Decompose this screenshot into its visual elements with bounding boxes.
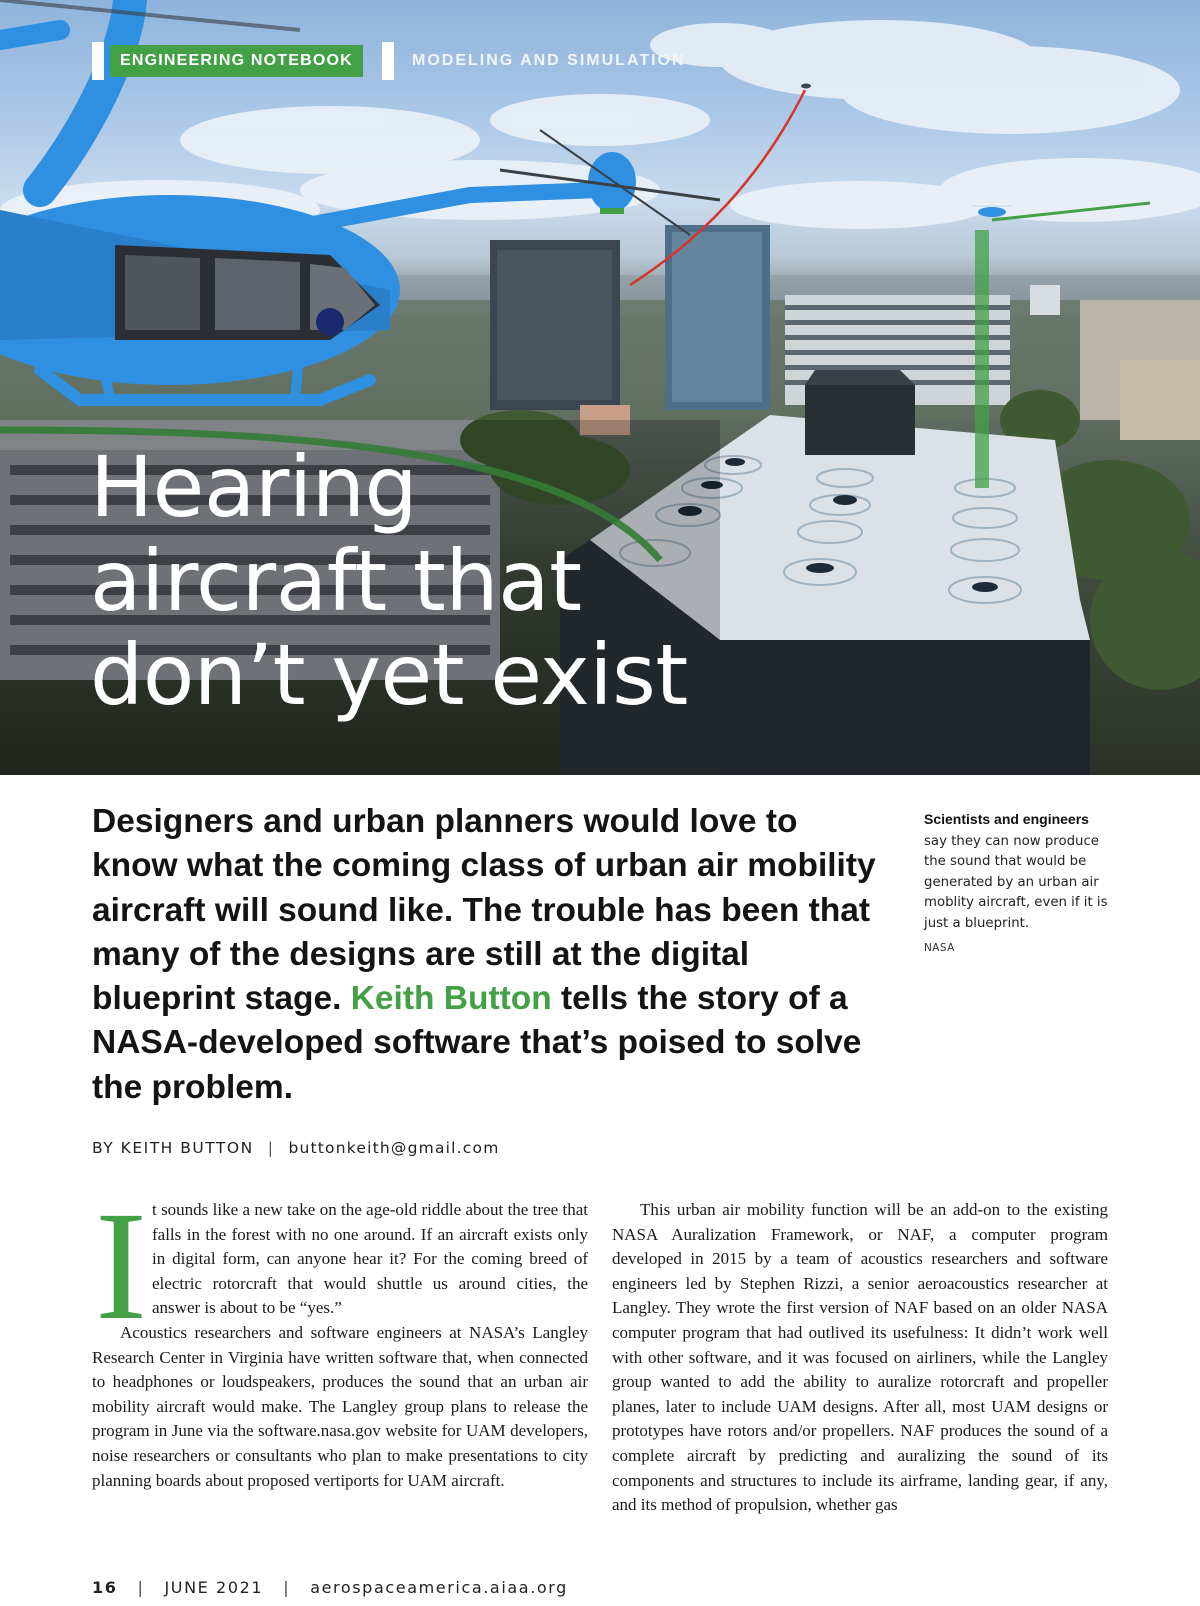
title-line-3: don’t yet exist (90, 626, 688, 724)
svg-text:I: I (95, 1202, 147, 1319)
body-column-left (92, 1198, 588, 1493)
footer-separator: | (283, 1578, 291, 1597)
paragraph (92, 1198, 588, 1321)
deck-author-name: Keith Button (350, 980, 552, 1018)
deck-text-end: tells the story of a NASA-developed software that’s poised to solve the problem. (92, 980, 862, 1106)
section-tag: ENGINEERING NOTEBOOK (110, 45, 363, 77)
paragraph-text: t sounds like a new take on the age-old riddle about the tree that falls in the forest with no one around. If an aircraft exists only in digital form, can anyone hear it? For the coming breed of electric rotorcraft that would shuttle us around cities, the answer is about to be “yes.” (152, 1200, 588, 1318)
section-topic: MODELING AND SIMULATION (412, 52, 686, 69)
article-title (90, 440, 810, 722)
drop-cap (92, 1202, 150, 1319)
website-link[interactable]: aerospaceamerica.aiaa.org (310, 1578, 568, 1597)
photo-caption (924, 809, 1114, 959)
caption-body: say they can now produce the sound that would be generated by an urban air moblity aircraft, even if it is just a blueprint. (924, 833, 1108, 931)
issue-date: JUNE 2021 (164, 1578, 264, 1597)
byline-separator: | (267, 1139, 275, 1157)
title-line-1: Hearing (90, 438, 418, 536)
page-footer (92, 1578, 568, 1597)
kicker-bar-left (92, 42, 104, 80)
page-number: 16 (92, 1578, 118, 1597)
caption-lead: Scientists and engineers (924, 811, 1089, 827)
footer-separator: | (137, 1578, 145, 1597)
title-line-2: aircraft that (90, 532, 582, 630)
deck-text-start: Designers and urban planners would love to know what the coming class of urban air mobility aircraft will sound like. The trouble has been that many of the designs are still at the digital blueprint stage. (92, 803, 876, 1018)
byline (92, 1139, 500, 1157)
author-email-link[interactable]: buttonkeith@gmail.com (288, 1139, 500, 1157)
hero-illustration (0, 0, 1200, 775)
byline-author: BY KEITH BUTTON (92, 1139, 254, 1157)
kicker-bar-right (382, 42, 394, 80)
photo-credit: NASA (924, 942, 955, 954)
paragraph: Acoustics researchers and software engineers at NASA’s Langley Research Center in Virginia have written software that, when connected to headphones or loudspeakers, produces the sound that an urban air mobility aircraft would make. The Langley group plans to release the program in June via the software.nasa.gov website for UAM developers, noise researchers or consultants who plan to make presentations to city planning boards about proposed vertiports for UAM aircraft. (92, 1322, 588, 1490)
article-deck (92, 800, 882, 1110)
body-column-right (612, 1198, 1108, 1518)
paragraph: This urban air mobility function will be an add-on to the existing NASA Auralization Framework, or NAF, a computer program developed in 2015 by a team of acoustics researchers and software engineers led by Stephen Rizzi, a senior aeroacoustics researcher at Langley. They wrote the first version of NAF based on an older NASA computer program that had outlived its usefulness: It didn’t work well with other software, and it was focused on airliners, while the Langley group wanted to add the ability to auralize rotorcraft and propeller planes, later to include UAM designs. After all, most UAM designs or prototypes have rotors and/or propellers. NAF produces the sound of a complete aircraft by predicting and auralizing the sound of its components and structures to include its airframe, landing gear, if any, and its method of propulsion, whether gas (612, 1200, 1108, 1515)
